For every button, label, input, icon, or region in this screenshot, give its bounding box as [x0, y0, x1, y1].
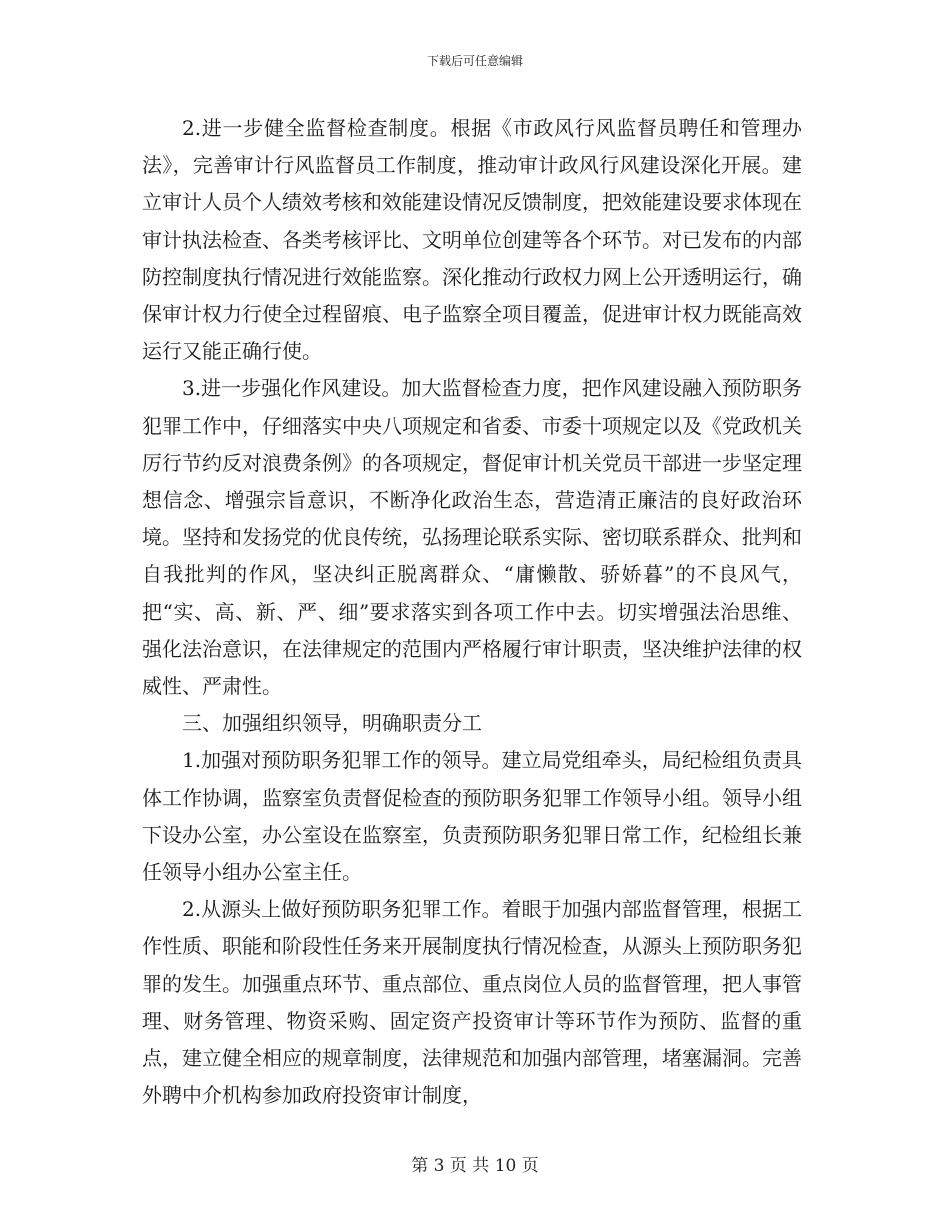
page-header: 下载后可任意编辑	[426, 54, 523, 68]
paragraph-supervision-system: 2.进一步健全监督检查制度。根据《市政风行风监督员聘任和管理办法》，完善审计行风监督员工作制度，推动审计政风行风建设深化开展。建立审计人员个人绩效考核和效能建设情况反馈制度，把效能建设要求体现在审计执法检查、各类考核评比、文明单位创建等各个环节。对已发布的内部防控制度执行情况进行效能监察。深化推动行政权力网上公开透明运行，确保审计权力行使全过程留痕、电子监察全项目覆盖，促进审计权力既能高效运行又能正确行使。	[142, 116, 802, 364]
paragraph-work-style: 3.进一步强化作风建设。加大监督检查力度，把作风建设融入预防职务犯罪工作中，仔细落实中央八项规定和省委、市委十项规定以及《党政机关厉行节约反对浪费条例》的各项规定，督促审计机关党员干部进一步坚定理想信念、增强宗旨意识，不断净化政治生态，营造清正廉洁的良好政治环境。坚持和发扬党的优良传统，弘扬理论联系实际、密切联系群众、批判和自我批判的作风，坚决纠正脱离群众、“庸懒散、骄娇暮”的不良风气，把“实、高、新、严、细”要求落实到各项工作中去。切实增强法治思维、强化法治意识，在法律规定的范围内严格履行审计职责，坚决维护法律的权威性、严肃性。	[142, 376, 802, 699]
document-body	[142, 110, 802, 1114]
paragraph-leadership: 1.加强对预防职务犯罪工作的领导。建立局党组牵头，局纪检组负责具体工作协调，监察室负责督促检查的预防职务犯罪工作领导小组。领导小组下设办公室，办公室设在监察室，负责预防职务犯罪日常工作，纪检组长兼任领导小组办公室主任。	[142, 748, 802, 885]
paragraph-source-prevention: 2.从源头上做好预防职务犯罪工作。着眼于加强内部监督管理，根据工作性质、职能和阶段性任务来开展制度执行情况检查，从源头上预防职务犯罪的发生。加强重点环节、重点部位、重点岗位人员的监督管理，把人事管理、财务管理、物资采购、固定资产投资审计等环节作为预防、监督的重点，建立健全相应的规章制度，法律规范和加强内部管理，堵塞漏洞。完善外聘中介机构参加政府投资审计制度，	[142, 897, 802, 1108]
section-heading-organization: 三、加强组织领导，明确职责分工	[182, 711, 482, 736]
page-number: 第 3 页 共 10 页	[411, 1156, 539, 1176]
